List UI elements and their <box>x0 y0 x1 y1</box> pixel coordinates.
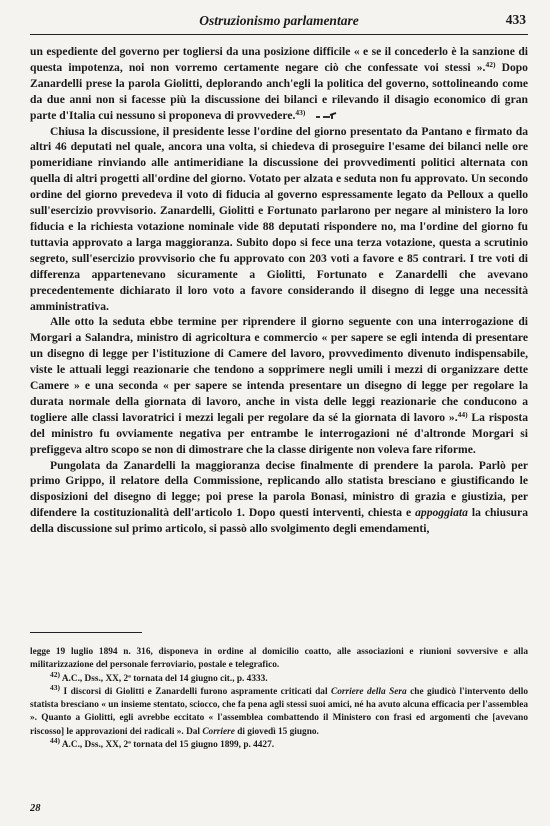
footnote-44 <box>30 736 528 752</box>
paragraph-1 <box>30 44 528 124</box>
paragraph-1-text-a: un espediente del governo per togliersi da una posizione difficile « e se il concederlo è la sanzione di questa impotenza, noi non vorremo certamente negare ciò che confessate voi stessi ». <box>30 45 528 74</box>
paragraph-3-text-a: Alle otto la seduta ebbe termine per riprendere il giorno seguente con una interrogazione di Morgari a Salandra, ministro di agricoltura e commercio « per sapere se egli intenda di presentare un disegno di legge per l'istituzione di Camere del lavoro, provvedimento divenuto indispensabile, viste le attuali leggi reazionarie che tendono a sopprimere negli umili i mezzi di organizzare dette Camere » e una seconda « per sapere se intenda presentare un disegno di legge per regolare la durata normale della giornata di lavoro, anche in vista delle leggi reazionarie che conducono a togliere alle classi lavoratrici i mezzi legali per regolare da sé la giornata di lavoro ». <box>30 315 528 424</box>
paragraph-1-text-b: Dopo Zanardelli prese la parola Giolitti, deplorando anch'egli la politica del governo, sottolineando come da due anni non si facesse più la discussione dei bilanci e rilevando il disagio economico di gran parte d'Italia cui nessuno si proponeva di provvedere. <box>30 60 528 122</box>
paragraph-4 <box>30 458 528 538</box>
footnote-43-newspaper-short: Corriere <box>202 726 235 737</box>
paragraph-3-text-b: La risposta del ministro fu ovviamente negativa per entrambe le interrogazioni né d'altronde Morgari si prefiggeva altro scopo se non di dimostrare che la classe dirigente non voleva fare riforme. <box>30 410 528 456</box>
footnote-43-number: 43) <box>50 682 60 692</box>
footnote-43 <box>30 682 529 739</box>
signature-mark: 28 <box>30 803 41 814</box>
page-number: 433 <box>505 12 526 27</box>
footnote-42 <box>30 669 528 686</box>
footnote-42-text: A.C., Dss., XX, 2ª tornata del 14 giugno cit., p. 4333. <box>61 673 268 684</box>
note-ref-43: 43) <box>295 107 306 117</box>
handwritten-mark-icon <box>315 112 337 120</box>
footnote-continuation: legge 19 luglio 1894 n. 316, disponeva in ordine al domicilio coatto, alle associazioni e riunioni sovversive e alla militarizzazione del personale ferroviario, postale e telegrafico. <box>30 647 528 671</box>
body-text <box>30 44 528 537</box>
paragraph-4-emphasis: appoggiata <box>415 506 468 520</box>
paragraph-3 <box>30 314 528 457</box>
paragraph-4-text-b: la chiusura della discussione sul primo articolo, si passò allo svolgimento degli emendamenti, <box>30 506 528 536</box>
footnote-42-number: 42) <box>50 669 60 679</box>
note-ref-44: 44) <box>457 409 468 419</box>
footnote-44-text: A.C., Dss., XX, 2ª tornata del 15 giugno 1899, p. 4427. <box>61 740 275 751</box>
page-header <box>30 12 528 35</box>
footnote-43-text-a: I discorsi di Giolitti e Zanardelli furono aspramente criticati dal <box>63 686 332 697</box>
running-title: Ostruzionismo parlamentare <box>199 13 359 28</box>
footnote-43-text-c: di giovedì 15 giugno. <box>234 726 319 737</box>
footnote-rule <box>30 632 142 633</box>
note-ref-42: 42) <box>485 59 496 69</box>
footnote-43-text-b: che giudicò l'intervento dello statista bresciano « un insieme stentato, sciocco, che fa pena agli stessi suoi amici, né ha avuto alcuna efficacia per l'assemblea ». Quanto a Giolitti, egli avrebbe eccitato « l'assemblea combattendo il Ministero con frasi ed argomenti che [avevano riscosso] le approvazioni dei radicali ». Dal <box>30 686 529 737</box>
footnotes <box>30 646 528 752</box>
footnote-44-number: 44) <box>50 736 60 746</box>
paragraph-4-text-a: Pungolata da Zanardelli la maggioranza decise finalmente di prendere la parola. Parlò per primo Grippo, il relatore della Commissione, replicando allo statista bresciano e giustificando le disposizioni del disegno di legge; poi prese la parola Bonasi, ministro di grazia e giustizia, per difendere la costituzionalità dell'articolo 1. Dopo questi interventi, chiesta e <box>30 458 528 520</box>
paragraph-2: Chiusa la discussione, il presidente lesse l'ordine del giorno presentato da Pantano e firmato da altri 46 deputati nel quale, ancora una volta, si chiedeva di proseguire l'esame dei bilanci nelle ore pomeridiane rinviando alle antimeridiane la discussione dei provvedimenti politici alternata con quella di altri progetti all'ordine del giorno. Votato per alzata e seduta non fu approvato. Un secondo ordine del giorno prevedeva il voto di fiducia al governo espressamente legato da Pelloux a quello sull'esercizio provvisorio. Zanardelli, Giolitti e Fortunato parlarono per negare al ministero la loro fiducia e la richiesta votazione nominale vide 88 deputati rispondere no, ma l'ordine del giorno fu tuttavia approvato a larga maggioranza. Subito dopo si fece una terza votazione, questa a scrutinio segreto, sull'esercizio provvisorio che fu approvato con 203 voti a favore e 85 contrari. I tre voti di differenza appartenevano sicuramente a Giolitti, Fortunato e Zanardelli che avevano precedentemente dichiarato il loro voto a favore considerando il disegno di legge una necessità amministrativa. <box>30 124 528 313</box>
footnote-43-newspaper: Corriere della Sera <box>331 686 407 697</box>
